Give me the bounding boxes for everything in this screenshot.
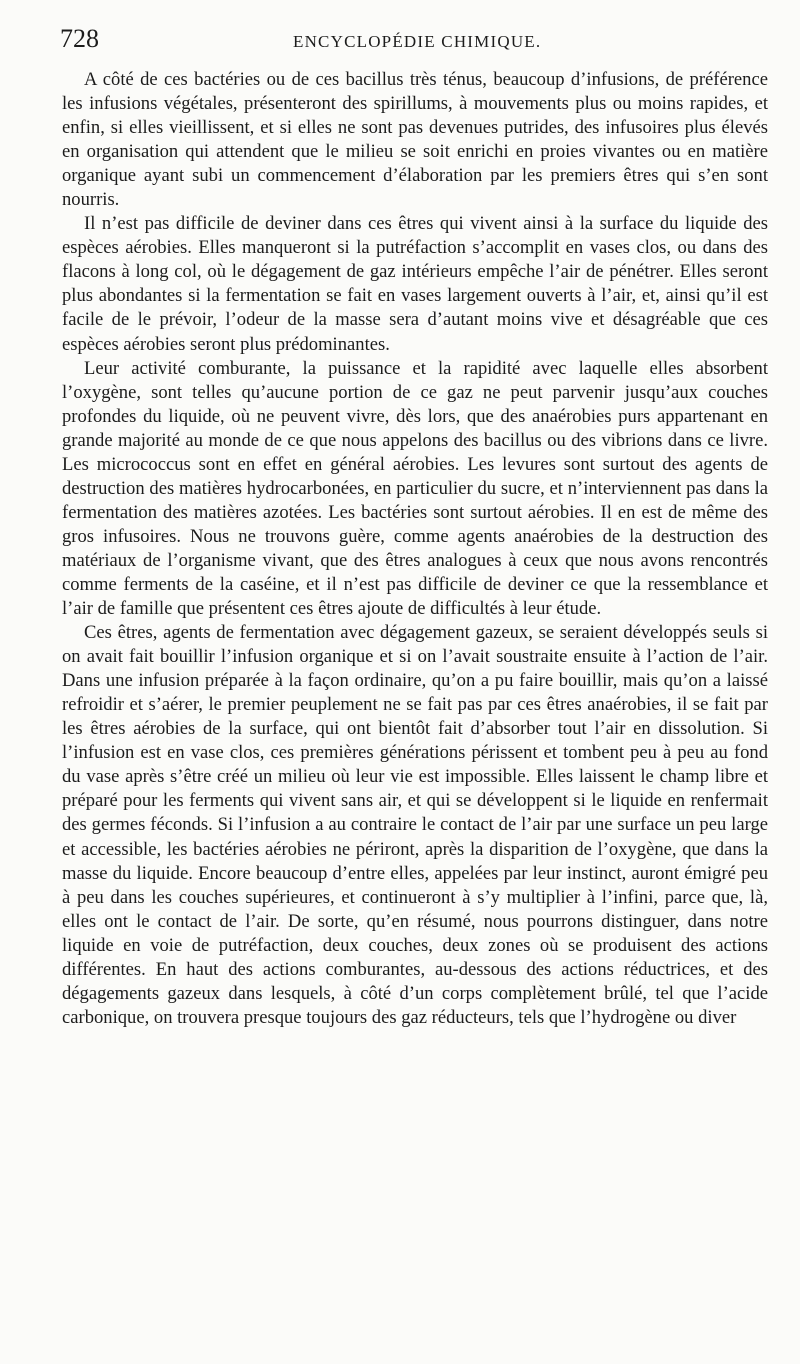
page-header bbox=[60, 24, 770, 60]
paragraph: A côté de ces bactéries ou de ces bacillus très ténus, beaucoup d’infusions, de préférence les infusions végétales, présenteront des spirillums, à mouvements plus ou moins rapides, et enfin, si elles vieillissent, et si elles ne sont pas devenues putrides, des infusoires plus élevés en organisation qui attendent que le milieu se soit enrichi en proies vivantes ou en matière organique ayant subi un commencement d’élaboration par les premiers êtres qui s’en sont nourris. bbox=[62, 69, 768, 211]
body-text bbox=[62, 68, 768, 1030]
paragraph: Leur activité comburante, la puissance et la rapidité avec laquelle elles absorbent l’oxygène, sont telles qu’aucune portion de ce gaz ne peut parvenir jusqu’aux couches profondes du liquide, où ne peuvent vivre, dès lors, que des anaérobies purs appartenant en grande majorité au monde de ce que nous appelons des bacillus ou des vibrions dans ce livre. Les micrococcus sont en effet en général aérobies. Les levures sont surtout des agents de destruction des matières hydrocarbonées, en particulier du sucre, et n’interviennent pas dans la fermentation des matières azotées. Les bactéries sont surtout aérobies. Il en est de même des gros infusoires. Nous ne trouvons guère, comme agents anaérobies de la destruction des matériaux de l’organisme vivant, que des êtres analogues à ceux que nous avons rencontrés comme ferments de la caséine, et il n’est pas difficile de deviner ce que la ressemblance et l’air de famille que présentent ces êtres ajoute de difficultés à leur étude. bbox=[62, 357, 768, 620]
running-title: ENCYCLOPÉDIE CHIMIQUE. bbox=[293, 32, 542, 51]
page-number: 728 bbox=[60, 24, 99, 53]
paragraph: Ces êtres, agents de fermentation avec dégagement gazeux, se seraient développés seuls si on avait fait bouillir l’infusion organique et si on l’avait soustraite ensuite à l’action de l’air. Dans une infusion préparée à la façon ordinaire, qu’on a pu faire bouillir, mais qu’on a laissé refroidir et s’aérer, le premier peuplement ne se fait pas par ces êtres anaérobies, il se fait par les êtres aérobies de la surface, qui ont bientôt fait d’absorber tout l’air en dissolution. Si l’infusion est en vase clos, ces premières générations périssent et tombent peu à peu au fond du vase après s’être créé un milieu où leur vie est impossible. Elles laissent le champ libre et préparé pour les ferments qui vivent sans air, et qui se développent si le liquide en renfermait des germes féconds. Si l’infusion a au contraire le contact de l’air par une surface un peu large et accessible, les bactéries aérobies ne périront, après la disparition de l’oxygène, que dans la masse du liquide. Encore beaucoup d’entre elles, appelées par leur instinct, auront émigré peu à peu dans les couches supérieures, et continueront à s’y multiplier à l’infini, parce que, là, elles ont le contact de l’air. De sorte, qu’en résumé, nous pourrons distinguer, dans notre liquide en voie de putréfaction, deux couches, deux zones où se produisent des actions différentes. En haut des actions comburantes, au-dessous des actions réductrices, et des dégagements gazeux dans lesquels, à côté d’un corps complètement brûlé, tel que l’acide carbonique, on trouvera presque toujours des gaz réducteurs, tels que l’hydrogène ou diver bbox=[62, 622, 768, 1028]
paragraph: Il n’est pas difficile de deviner dans ces êtres qui vivent ainsi à la surface du liquide des espèces aérobies. Elles manqueront si la putréfaction s’accomplit en vases clos, ou dans des flacons à long col, où le dégagement de gaz intérieurs empêche l’air de pénétrer. Elles seront plus abondantes si la fermentation se fait en vases largement ouverts à l’air, et, ainsi qu’il est facile de le prévoir, l’odeur de la masse sera d’autant moins vive et désagréable que ces espèces aérobies seront plus prédominantes. bbox=[62, 213, 768, 355]
